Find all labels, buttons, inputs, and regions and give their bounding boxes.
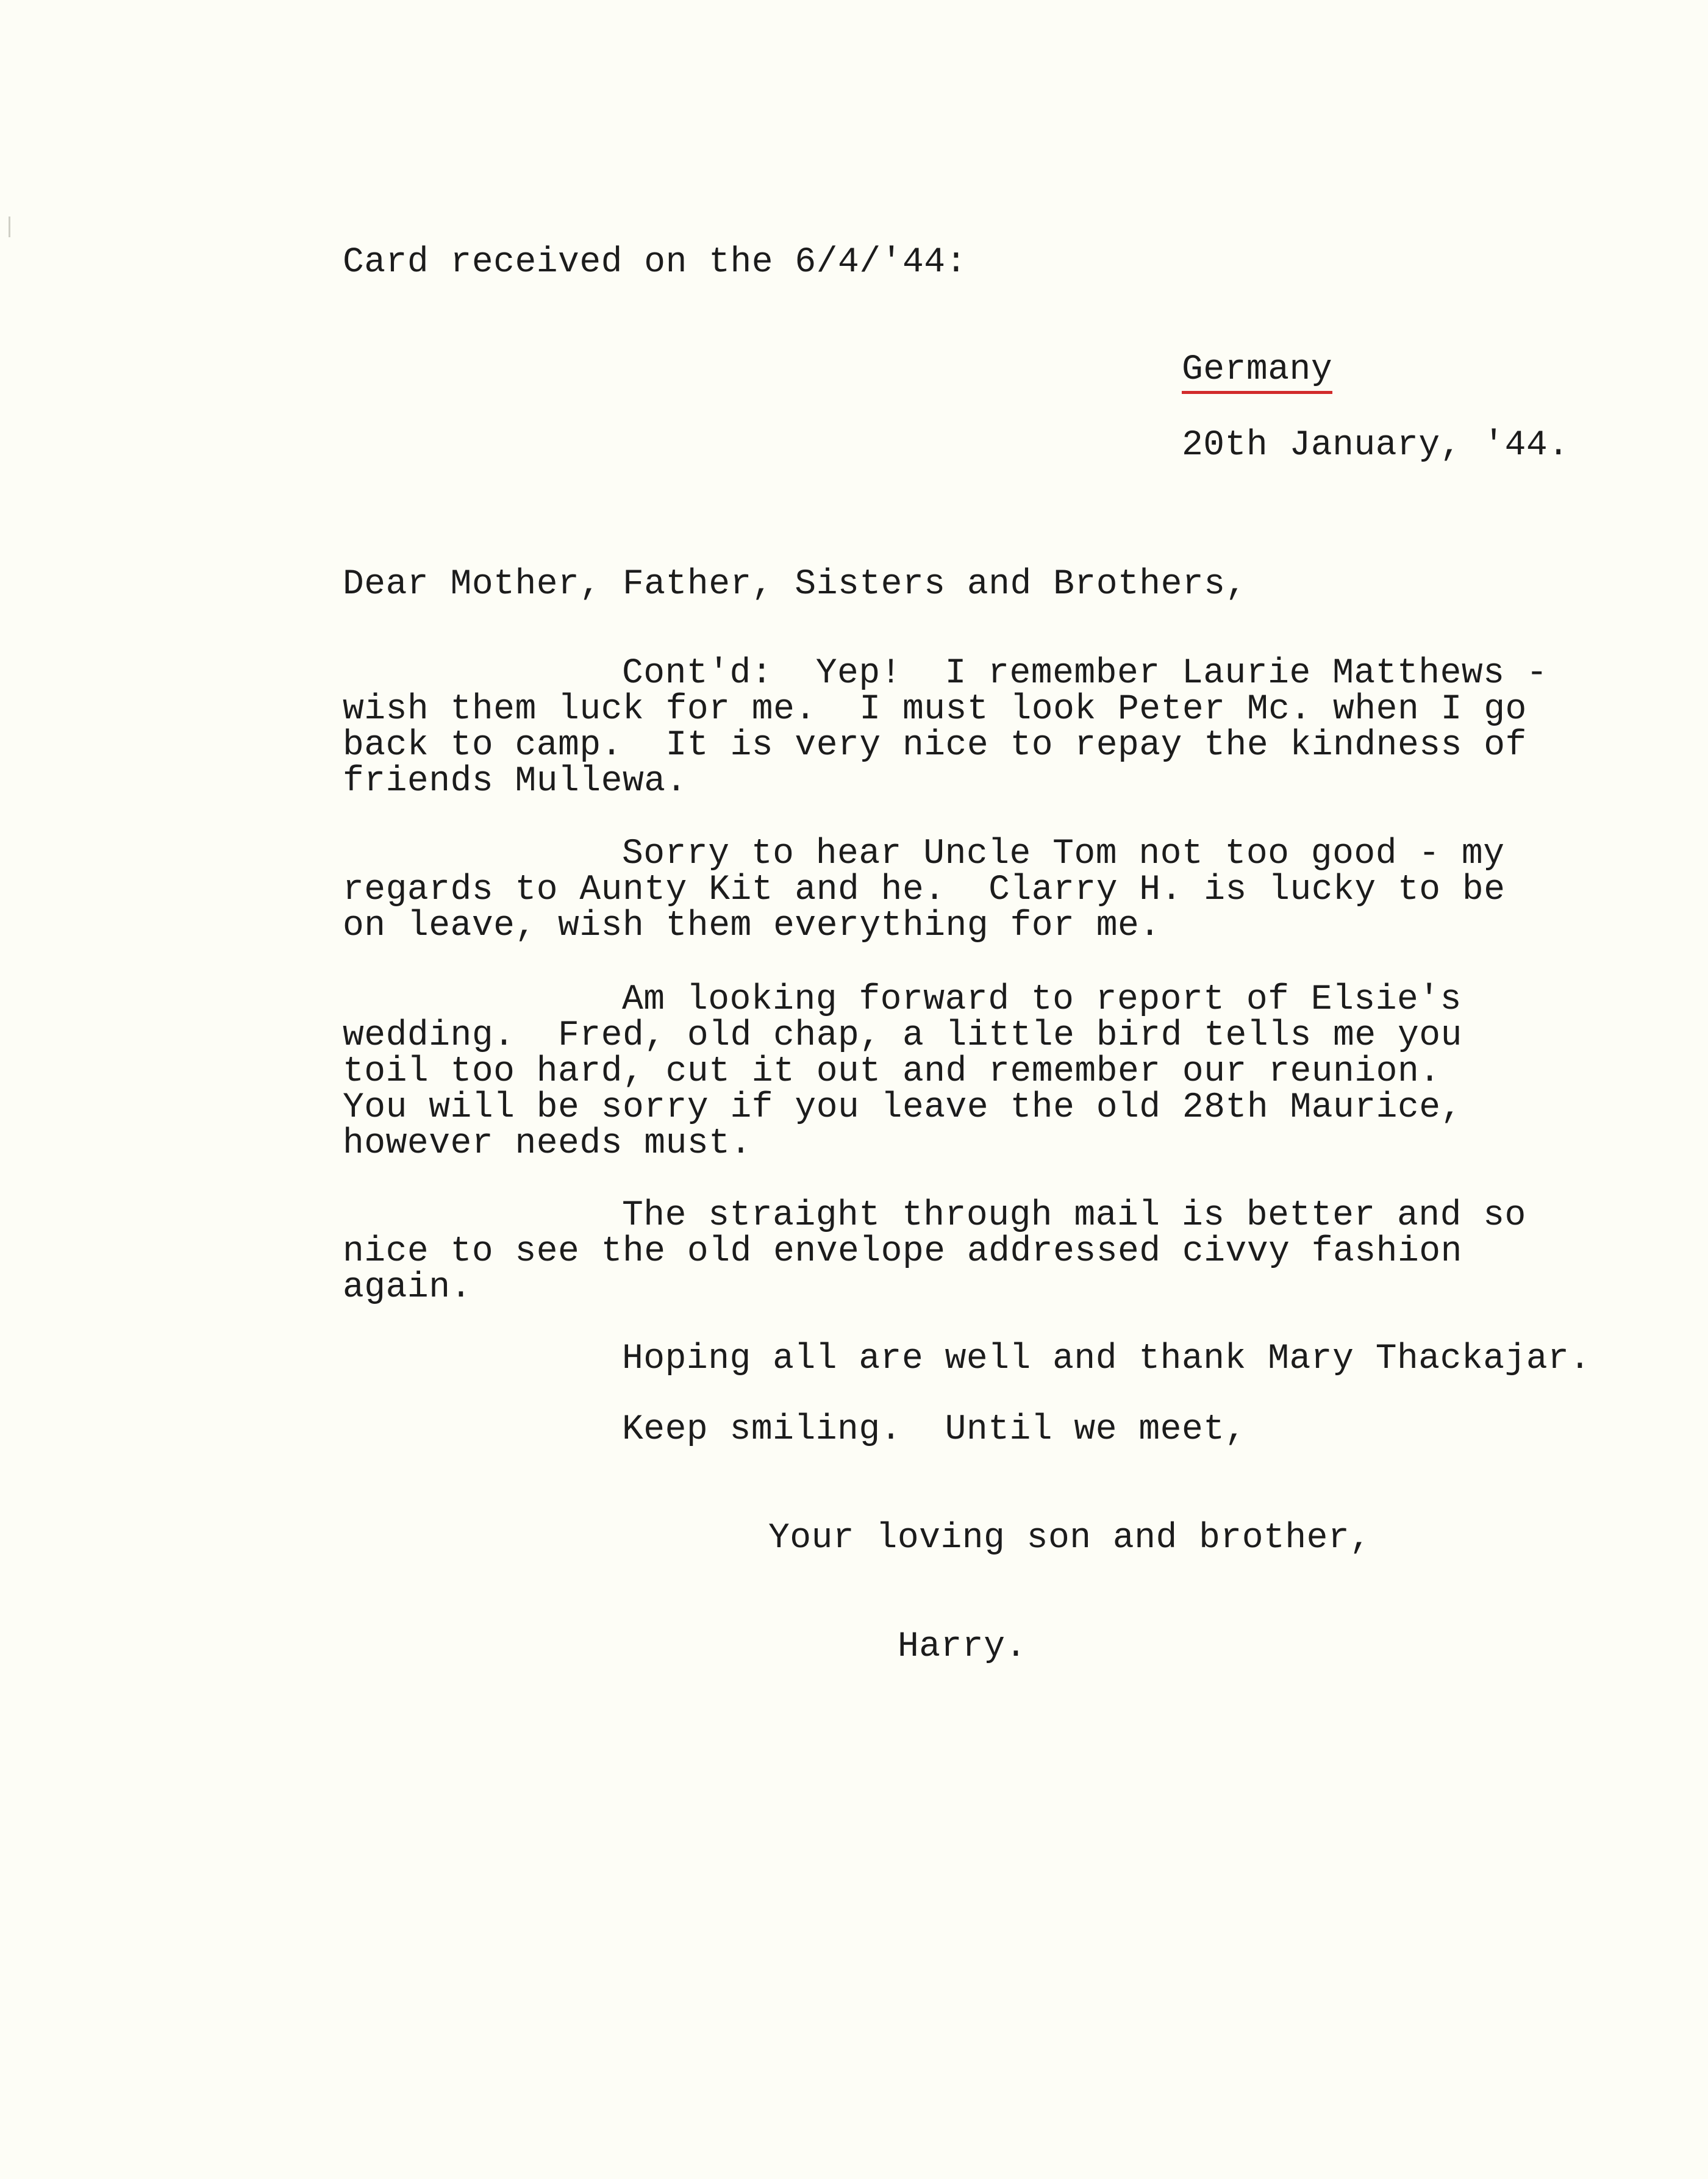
paragraph-line: regards to Aunty Kit and he. Clarry H. is lucky to be: [343, 870, 1506, 910]
paragraph-line: again.: [343, 1268, 472, 1308]
paragraph-line: The straight through mail is better and so: [622, 1196, 1526, 1236]
place-heading: [1182, 352, 1332, 388]
paragraph-line: however needs must.: [343, 1124, 752, 1164]
paragraph-line: toil too hard, cut it out and remember our reunion.: [343, 1052, 1441, 1092]
paragraph-line: Cont'd: Yep! I remember Laurie Matthews -: [622, 654, 1548, 693]
place-text: Germany: [1182, 350, 1332, 394]
valediction: Your loving son and brother,: [768, 1519, 1371, 1558]
margin-mark: [9, 216, 10, 237]
closing-line: Hoping all are well and thank Mary Thackajar.: [622, 1339, 1591, 1379]
letter-date: 20th January, '44.: [1182, 426, 1570, 465]
salutation: Dear Mother, Father, Sisters and Brothers,: [343, 565, 1247, 604]
signature: Harry.: [898, 1627, 1027, 1667]
closing-line: Keep smiling. Until we meet,: [622, 1410, 1246, 1450]
paragraph-line: nice to see the old envelope addressed civvy fashion: [343, 1232, 1462, 1272]
paragraph-line: wish them luck for me. I must look Peter Mc. when I go: [343, 690, 1527, 729]
paragraph-line: Am looking forward to report of Elsie's: [622, 980, 1462, 1020]
paragraph-line: Sorry to hear Uncle Tom not too good - my: [622, 834, 1505, 874]
paragraph-line: on leave, wish them everything for me.: [343, 906, 1161, 946]
paragraph-line: You will be sorry if you leave the old 28th Maurice,: [343, 1088, 1462, 1128]
paragraph-line: back to camp. It is very nice to repay the kindness of: [343, 726, 1527, 765]
header-note: Card received on the 6/4/'44:: [343, 243, 967, 282]
paragraph-line: wedding. Fred, old chap, a little bird tells me you: [343, 1016, 1462, 1056]
paragraph-line: friends Mullewa.: [343, 762, 687, 801]
